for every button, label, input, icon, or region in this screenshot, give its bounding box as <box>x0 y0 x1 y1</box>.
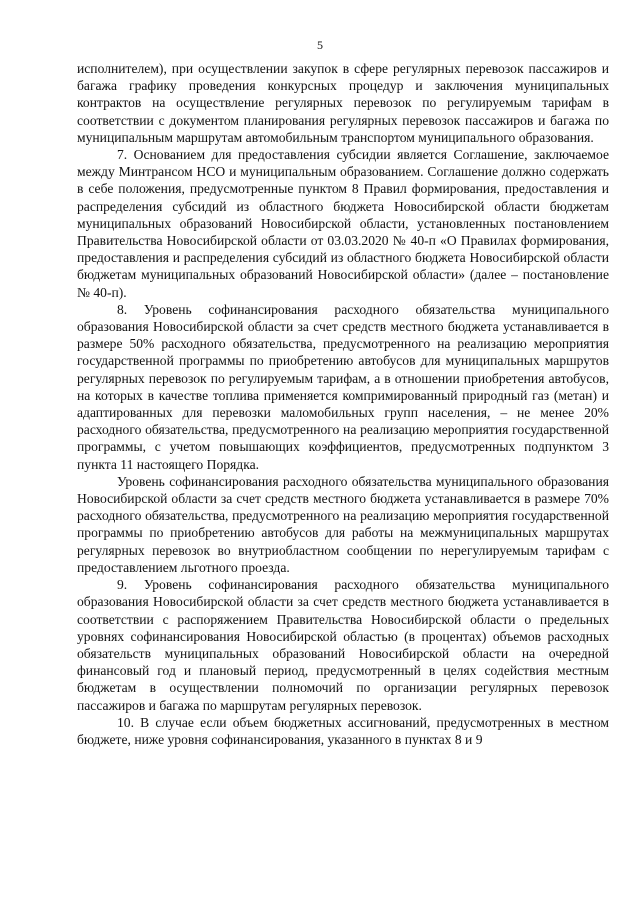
paragraph-clause-8: 8. Уровень софинансирования расходного обязательства муниципального образования Новосибирской области за счет средств местного бюджета устанавливается в размере 50% расходного обязательства, предусмотренного на реализацию мероприятия государственной программы по приобретению автобусов для муниципальных маршрутов регулярных перевозок по регулируемым тарифам, а в отношении приобретения автобусов, на которых в качестве топлива применяется компримированный природный газ (метан) и адаптированных для перевозки маломобильных групп населения, – не менее 20% расходного обязательства, предусмотренного на реализацию мероприятия государственной программы, с учетом повышающих коэффициентов, предусмотренных подпунктом 3 пункта 11 настоящего Порядка. <box>77 301 609 472</box>
document-body <box>77 60 609 748</box>
paragraph-clause-10: 10. В случае если объем бюджетных ассигнований, предусмотренных в местном бюджете, ниже уровня софинансирования, указанного в пунктах 8 и 9 <box>77 714 609 747</box>
paragraph-clause-8-cofinancing: Уровень софинансирования расходного обязательства муниципального образования Новосибирской области за счет средств местного бюджета устанавливается в размере 70% расходного обязательства, предусмотренного на реализацию мероприятия государственной программы по приобретению автобусов для работы на межмуниципальных маршрутах регулярных перевозок во внутриобластном сообщении по нерегулируемым тарифам с предоставлением льготного проезда. <box>77 473 609 575</box>
paragraph-clause-9: 9. Уровень софинансирования расходного обязательства муниципального образования Новосибирской области за счет средств местного бюджета устанавливается в соответствии с распоряжением Правительства Новосибирской области о предельных уровнях софинансирования Новосибирской областью (в процентах) объемов расходных обязательств муниципальных образований Новосибирской области на очередной финансовый год и плановый период, предусмотренный в целях содействия местным бюджетам в осуществлении полномочий по организации регулярных перевозок пассажиров и багажа по маршрутам регулярных перевозок. <box>77 577 609 713</box>
paragraph-continuation: исполнителем), при осуществлении закупок в сфере регулярных перевозок пассажиров и багажа графику проведения конкурсных процедур и заключения муниципальных контрактов на осуществление регулярных перевозок по регулируемым тарифам в соответствии с документом планирования регулярных перевозок пассажиров и багажа по муниципальным маршрутам автомобильным транспортом муниципального образования. <box>77 61 609 145</box>
page-number: 5 <box>317 38 323 52</box>
paragraph-clause-7: 7. Основанием для предоставления субсидии является Соглашение, заключаемое между Минтрансом НСО и муниципальным образованием. Соглашение должно содержать в себе положения, предусмотренные пунктом 8 Правил формирования, предоставления и распределения субсидий из областного бюджета Новосибирской области бюджетам муниципальных образований Новосибирской области, установленных постановлением Правительства Новосибирской области от 03.03.2020 № 40-п «О Правилах формирования, предоставления и распределения субсидий из областного бюджета Новосибирской области бюджетам муниципальных образований Новосибирской области» (далее – постановление № 40-п). <box>77 147 609 300</box>
